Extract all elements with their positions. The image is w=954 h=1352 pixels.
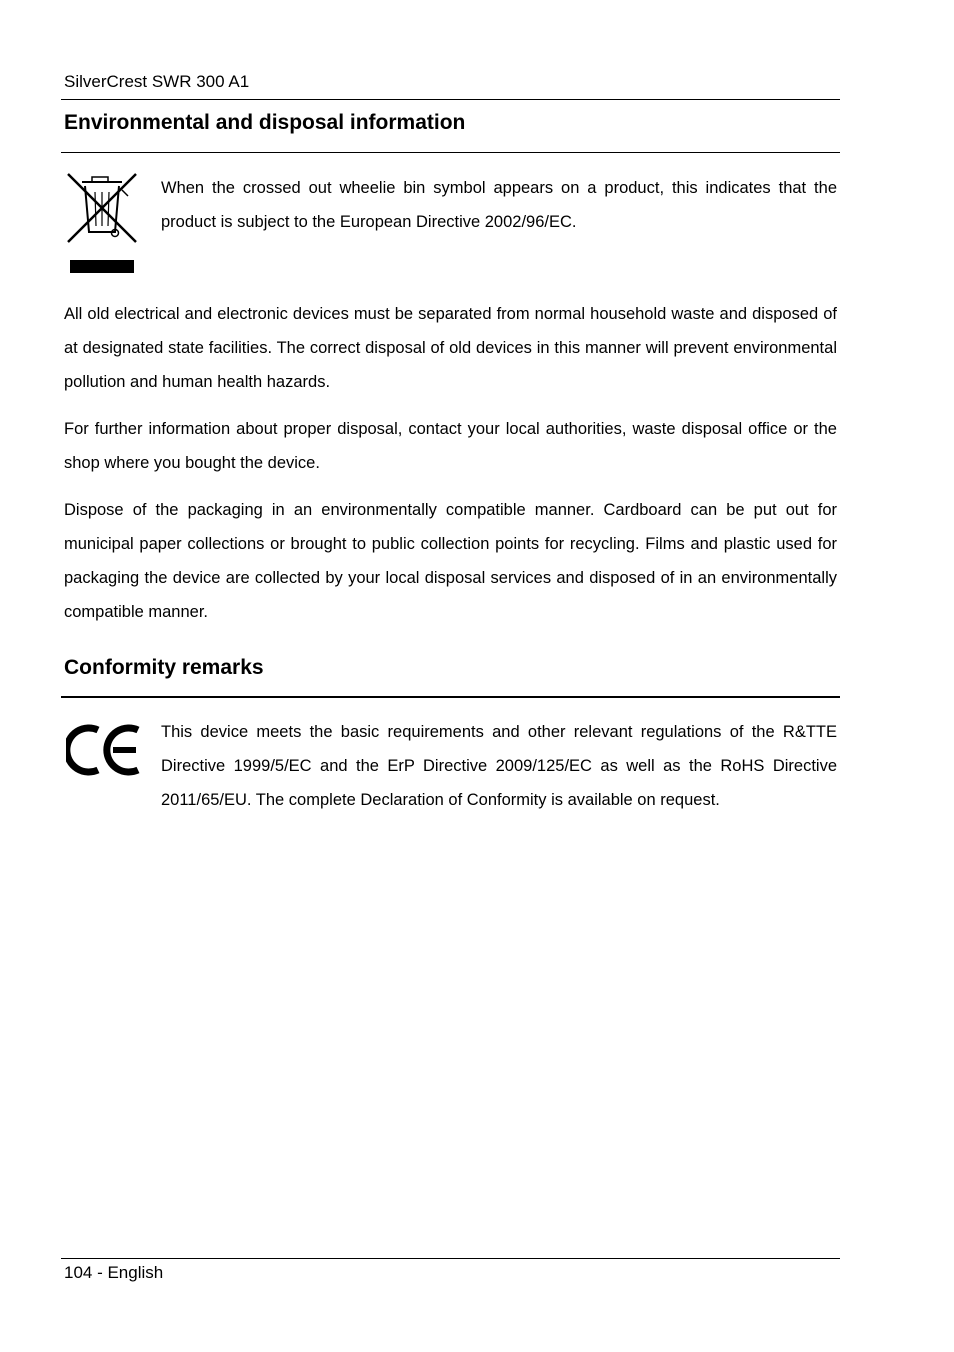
section-divider-environment — [61, 152, 840, 153]
conformity-text: This device meets the basic requirements and other relevant regulations of the R&TTE Directive 1999/5/EC and the ErP Directive 2009/125/EC as well as the RoHS Directive 2011/65/EU. The complete Declaration of Conformity is available on request. — [161, 723, 837, 809]
disposal-paragraph-3: Dispose of the packaging in an environmentally compatible manner. Cardboard can be put out for municipal paper collections or brought to public collection points for recycling. Films and plastic used for packaging the device are collected by your local disposal services and disposed of in an environmentally compatible manner. — [64, 501, 837, 621]
section-divider-conformity — [61, 696, 840, 698]
header-divider — [61, 99, 840, 100]
running-header: SilverCrest SWR 300 A1 — [64, 72, 250, 91]
disposal-paragraph-2: For further information about proper disposal, contact your local authorities, waste disposal office or the shop where you bought the device. — [64, 420, 837, 472]
disposal-paragraph-1: All old electrical and electronic devices must be separated from normal household waste and disposed of at designated state facilities. The correct disposal of old devices in this manner will prevent environmental pollution and human health hazards. — [64, 305, 837, 391]
section-heading-environment: Environmental and disposal information — [64, 111, 466, 134]
section-heading-conformity: Conformity remarks — [64, 656, 264, 679]
footer-divider — [61, 1258, 840, 1259]
page-number: 104 - English — [64, 1263, 164, 1282]
ce-mark-icon — [66, 723, 142, 777]
crossed-out-wheelie-bin-icon — [64, 170, 140, 276]
weee-notice-text: When the crossed out wheelie bin symbol appears on a product, this indicates that the product is subject to the European Directive 2002/96/EC. — [161, 179, 837, 231]
